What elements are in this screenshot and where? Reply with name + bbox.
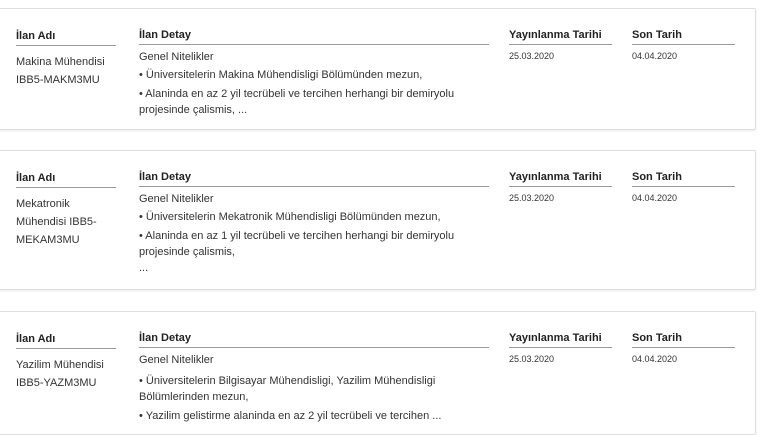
- listing-detail-header: İlan Detay: [139, 29, 489, 45]
- truncation-ellipsis: ...: [139, 262, 149, 274]
- qualification-item: • Üniversitelerin Mekatronik Mühendisligi Bölümünden mezun,: [139, 211, 441, 223]
- qualification-item: • Üniversitelerin Makina Mühendisligi Bölümünden mezun,: [139, 69, 423, 81]
- listing-name-column: [16, 30, 116, 89]
- listing-detail-column: [139, 29, 489, 118]
- deadline-date: 04.04.2020: [632, 51, 678, 61]
- listing-name-header: İlan Adı: [16, 172, 116, 188]
- published-date-column: [509, 332, 612, 364]
- deadline-date: 04.04.2020: [632, 193, 678, 203]
- listing-name[interactable]: Makina Mühendisi IBB5-MAKM3MU: [16, 56, 105, 86]
- qualifications-title: Genel Nitelikler: [139, 193, 214, 205]
- listing-detail-column: [139, 171, 489, 276]
- qualification-item: • Alaninda en az 2 yil tecrübeli ve tercihen herhangi bir demiryolu projesinde çalismis, ...: [139, 88, 455, 116]
- published-date-column: [509, 171, 612, 203]
- listing-name-column: [16, 172, 116, 249]
- listing-name-column: [16, 333, 116, 392]
- job-listing-card[interactable]: [0, 311, 756, 435]
- qualification-item: • Üniversitelerin Bilgisayar Mühendisligi, Yazilim Mühendisligi Bölümlerinden mezun,: [139, 375, 436, 403]
- published-date: 25.03.2020: [509, 51, 555, 61]
- deadline-header: Son Tarih: [632, 332, 735, 348]
- listing-name[interactable]: Mekatronik Mühendisi IBB5-MEKAM3MU: [16, 198, 97, 246]
- deadline-header: Son Tarih: [632, 171, 735, 187]
- qualifications-title: Genel Nitelikler: [139, 51, 214, 63]
- deadline-header: Son Tarih: [632, 29, 735, 45]
- published-date: 25.03.2020: [509, 193, 555, 203]
- listing-detail-header: İlan Detay: [139, 332, 489, 348]
- deadline-column: [632, 332, 735, 364]
- deadline-column: [632, 171, 735, 203]
- published-date: 25.03.2020: [509, 354, 555, 364]
- job-listing-card[interactable]: [0, 8, 756, 130]
- qualification-item: • Yazilim gelistirme alaninda en az 2 yil tecrübeli ve tercihen ...: [139, 410, 442, 422]
- listing-name-header: İlan Adı: [16, 30, 116, 46]
- published-date-header: Yayınlanma Tarihi: [509, 332, 612, 348]
- deadline-column: [632, 29, 735, 61]
- listing-detail-column: [139, 332, 489, 424]
- published-date-header: Yayınlanma Tarihi: [509, 29, 612, 45]
- qualification-item: • Alaninda en az 1 yil tecrübeli ve tercihen herhangi bir demiryolu projesinde çalismis,: [139, 230, 455, 258]
- published-date-column: [509, 29, 612, 61]
- job-listing-card[interactable]: [0, 150, 756, 290]
- listing-detail-header: İlan Detay: [139, 171, 489, 187]
- published-date-header: Yayınlanma Tarihi: [509, 171, 612, 187]
- qualifications-title: Genel Nitelikler: [139, 354, 214, 366]
- listing-name[interactable]: Yazilim Mühendisi IBB5-YAZM3MU: [16, 359, 104, 389]
- listing-name-header: İlan Adı: [16, 333, 116, 349]
- deadline-date: 04.04.2020: [632, 354, 678, 364]
